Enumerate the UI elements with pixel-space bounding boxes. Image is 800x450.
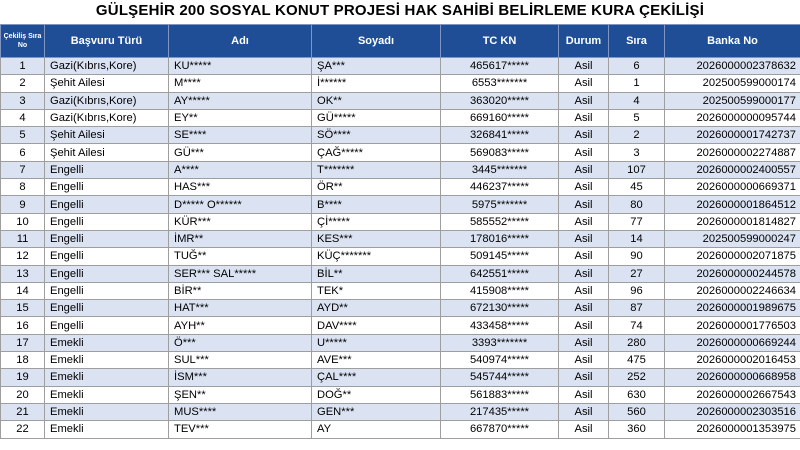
table-row bbox=[1, 352, 800, 369]
cell-durum: Asil bbox=[559, 352, 609, 369]
cell-tc-kn: 669160***** bbox=[441, 109, 559, 126]
cell-durum: Asil bbox=[559, 282, 609, 299]
cell-soyadi: BİL** bbox=[312, 265, 441, 282]
cell-durum: Asil bbox=[559, 386, 609, 403]
table-row bbox=[1, 421, 800, 438]
cell-cekilis-sira-no: 11 bbox=[1, 230, 45, 247]
table-row bbox=[1, 127, 800, 144]
cell-adi: TUĞ** bbox=[169, 248, 312, 265]
cell-sira: 96 bbox=[609, 282, 665, 299]
header-soyadi: Soyadı bbox=[312, 25, 441, 58]
table-row bbox=[1, 144, 800, 161]
table-row bbox=[1, 369, 800, 386]
cell-cekilis-sira-no: 1 bbox=[1, 58, 45, 75]
table-row bbox=[1, 248, 800, 265]
cell-durum: Asil bbox=[559, 75, 609, 92]
cell-cekilis-sira-no: 21 bbox=[1, 403, 45, 420]
cell-banka-no: 2026000001989675 bbox=[665, 300, 800, 317]
cell-basvuru-turu: Emekli bbox=[45, 334, 169, 351]
lottery-results-table bbox=[0, 24, 800, 439]
cell-soyadi: Çİ***** bbox=[312, 213, 441, 230]
cell-banka-no: 2026000000669244 bbox=[665, 334, 800, 351]
header-tc-kn: TC KN bbox=[441, 25, 559, 58]
table-row bbox=[1, 161, 800, 178]
cell-sira: 90 bbox=[609, 248, 665, 265]
cell-tc-kn: 642551***** bbox=[441, 265, 559, 282]
page-title: GÜLŞEHİR 200 SOSYAL KONUT PROJESİ HAK SAHİBİ BELİRLEME KURA ÇEKİLİŞİ bbox=[95, 2, 705, 19]
cell-soyadi: SÖ**** bbox=[312, 127, 441, 144]
table-header-row bbox=[1, 25, 800, 58]
cell-sira: 280 bbox=[609, 334, 665, 351]
cell-cekilis-sira-no: 10 bbox=[1, 213, 45, 230]
cell-tc-kn: 667870***** bbox=[441, 421, 559, 438]
cell-adi: HAS*** bbox=[169, 179, 312, 196]
cell-durum: Asil bbox=[559, 421, 609, 438]
cell-soyadi: TEK* bbox=[312, 282, 441, 299]
cell-cekilis-sira-no: 14 bbox=[1, 282, 45, 299]
cell-durum: Asil bbox=[559, 334, 609, 351]
table-row bbox=[1, 334, 800, 351]
cell-adi: A**** bbox=[169, 161, 312, 178]
cell-basvuru-turu: Engelli bbox=[45, 317, 169, 334]
cell-soyadi: ŞA*** bbox=[312, 58, 441, 75]
cell-basvuru-turu: Emekli bbox=[45, 421, 169, 438]
cell-sira: 4 bbox=[609, 92, 665, 109]
cell-soyadi: GEN*** bbox=[312, 403, 441, 420]
cell-durum: Asil bbox=[559, 144, 609, 161]
cell-sira: 2 bbox=[609, 127, 665, 144]
table-row bbox=[1, 282, 800, 299]
cell-durum: Asil bbox=[559, 213, 609, 230]
cell-tc-kn: 326841***** bbox=[441, 127, 559, 144]
cell-tc-kn: 433458***** bbox=[441, 317, 559, 334]
cell-banka-no: 2026000000244578 bbox=[665, 265, 800, 282]
cell-banka-no: 2026000002378632 bbox=[665, 58, 800, 75]
cell-sira: 6 bbox=[609, 58, 665, 75]
cell-cekilis-sira-no: 6 bbox=[1, 144, 45, 161]
cell-adi: BİR** bbox=[169, 282, 312, 299]
cell-cekilis-sira-no: 17 bbox=[1, 334, 45, 351]
cell-sira: 45 bbox=[609, 179, 665, 196]
cell-banka-no: 2026000002071875 bbox=[665, 248, 800, 265]
cell-banka-no: 2026000002274887 bbox=[665, 144, 800, 161]
cell-adi: EY** bbox=[169, 109, 312, 126]
cell-soyadi: DOĞ** bbox=[312, 386, 441, 403]
cell-soyadi: ÖR** bbox=[312, 179, 441, 196]
cell-soyadi: ÇAĞ***** bbox=[312, 144, 441, 161]
cell-cekilis-sira-no: 16 bbox=[1, 317, 45, 334]
cell-adi: KÜR*** bbox=[169, 213, 312, 230]
cell-sira: 360 bbox=[609, 421, 665, 438]
table-row bbox=[1, 92, 800, 109]
header-sira: Sıra bbox=[609, 25, 665, 58]
cell-cekilis-sira-no: 7 bbox=[1, 161, 45, 178]
table-row bbox=[1, 75, 800, 92]
cell-adi: ŞEN** bbox=[169, 386, 312, 403]
table-row bbox=[1, 213, 800, 230]
cell-tc-kn: 545744***** bbox=[441, 369, 559, 386]
cell-tc-kn: 561883***** bbox=[441, 386, 559, 403]
cell-adi: MUS**** bbox=[169, 403, 312, 420]
cell-soyadi: B**** bbox=[312, 196, 441, 213]
cell-adi: SUL*** bbox=[169, 352, 312, 369]
cell-adi: KU***** bbox=[169, 58, 312, 75]
cell-basvuru-turu: Engelli bbox=[45, 161, 169, 178]
cell-tc-kn: 415908***** bbox=[441, 282, 559, 299]
cell-sira: 74 bbox=[609, 317, 665, 334]
cell-cekilis-sira-no: 20 bbox=[1, 386, 45, 403]
cell-basvuru-turu: Engelli bbox=[45, 300, 169, 317]
cell-adi: Ö*** bbox=[169, 334, 312, 351]
cell-banka-no: 2026000001776503 bbox=[665, 317, 800, 334]
header-basvuru-turu: Başvuru Türü bbox=[45, 25, 169, 58]
cell-banka-no: 2026000001353975 bbox=[665, 421, 800, 438]
cell-tc-kn: 509145***** bbox=[441, 248, 559, 265]
cell-durum: Asil bbox=[559, 196, 609, 213]
table-row bbox=[1, 179, 800, 196]
table-row bbox=[1, 317, 800, 334]
cell-basvuru-turu: Engelli bbox=[45, 248, 169, 265]
cell-durum: Asil bbox=[559, 92, 609, 109]
cell-cekilis-sira-no: 15 bbox=[1, 300, 45, 317]
cell-banka-no: 2026000002667543 bbox=[665, 386, 800, 403]
cell-sira: 3 bbox=[609, 144, 665, 161]
cell-tc-kn: 3445******* bbox=[441, 161, 559, 178]
cell-soyadi: T******* bbox=[312, 161, 441, 178]
cell-tc-kn: 6553******* bbox=[441, 75, 559, 92]
cell-soyadi: U***** bbox=[312, 334, 441, 351]
cell-durum: Asil bbox=[559, 109, 609, 126]
cell-soyadi: İ****** bbox=[312, 75, 441, 92]
cell-adi: TEV*** bbox=[169, 421, 312, 438]
cell-tc-kn: 585552***** bbox=[441, 213, 559, 230]
cell-sira: 27 bbox=[609, 265, 665, 282]
cell-durum: Asil bbox=[559, 161, 609, 178]
cell-adi: D***** O****** bbox=[169, 196, 312, 213]
cell-basvuru-turu: Şehit Ailesi bbox=[45, 127, 169, 144]
cell-adi: İMR** bbox=[169, 230, 312, 247]
cell-sira: 560 bbox=[609, 403, 665, 420]
cell-durum: Asil bbox=[559, 179, 609, 196]
cell-tc-kn: 217435***** bbox=[441, 403, 559, 420]
cell-cekilis-sira-no: 13 bbox=[1, 265, 45, 282]
cell-basvuru-turu: Emekli bbox=[45, 352, 169, 369]
cell-tc-kn: 178016***** bbox=[441, 230, 559, 247]
cell-cekilis-sira-no: 5 bbox=[1, 127, 45, 144]
cell-tc-kn: 465617***** bbox=[441, 58, 559, 75]
table-body bbox=[1, 58, 800, 439]
cell-cekilis-sira-no: 19 bbox=[1, 369, 45, 386]
cell-soyadi: DAV**** bbox=[312, 317, 441, 334]
cell-adi: İSM*** bbox=[169, 369, 312, 386]
cell-tc-kn: 3393******* bbox=[441, 334, 559, 351]
cell-banka-no: 2026000001742737 bbox=[665, 127, 800, 144]
table-row bbox=[1, 403, 800, 420]
cell-adi: M**** bbox=[169, 75, 312, 92]
cell-tc-kn: 5975******* bbox=[441, 196, 559, 213]
cell-banka-no: 202500599000174 bbox=[665, 75, 800, 92]
cell-cekilis-sira-no: 18 bbox=[1, 352, 45, 369]
cell-sira: 252 bbox=[609, 369, 665, 386]
cell-adi: SE**** bbox=[169, 127, 312, 144]
header-adi: Adı bbox=[169, 25, 312, 58]
cell-adi: HAT*** bbox=[169, 300, 312, 317]
cell-basvuru-turu: Emekli bbox=[45, 369, 169, 386]
cell-sira: 87 bbox=[609, 300, 665, 317]
cell-cekilis-sira-no: 22 bbox=[1, 421, 45, 438]
header-banka-no: Banka No bbox=[665, 25, 800, 58]
cell-basvuru-turu: Şehit Ailesi bbox=[45, 75, 169, 92]
cell-banka-no: 2026000002246634 bbox=[665, 282, 800, 299]
cell-durum: Asil bbox=[559, 317, 609, 334]
cell-cekilis-sira-no: 12 bbox=[1, 248, 45, 265]
cell-basvuru-turu: Emekli bbox=[45, 403, 169, 420]
cell-basvuru-turu: Şehit Ailesi bbox=[45, 144, 169, 161]
cell-cekilis-sira-no: 8 bbox=[1, 179, 45, 196]
cell-sira: 5 bbox=[609, 109, 665, 126]
cell-durum: Asil bbox=[559, 248, 609, 265]
cell-banka-no: 2026000001814827 bbox=[665, 213, 800, 230]
cell-durum: Asil bbox=[559, 127, 609, 144]
cell-basvuru-turu: Engelli bbox=[45, 265, 169, 282]
cell-basvuru-turu: Gazi(Kıbrıs,Kore) bbox=[45, 109, 169, 126]
header-durum: Durum bbox=[559, 25, 609, 58]
cell-basvuru-turu: Engelli bbox=[45, 213, 169, 230]
cell-basvuru-turu: Engelli bbox=[45, 230, 169, 247]
cell-sira: 107 bbox=[609, 161, 665, 178]
cell-sira: 630 bbox=[609, 386, 665, 403]
cell-banka-no: 2026000000095744 bbox=[665, 109, 800, 126]
cell-adi: AYH** bbox=[169, 317, 312, 334]
cell-tc-kn: 569083***** bbox=[441, 144, 559, 161]
cell-sira: 475 bbox=[609, 352, 665, 369]
cell-durum: Asil bbox=[559, 265, 609, 282]
cell-adi: AY***** bbox=[169, 92, 312, 109]
table-row bbox=[1, 230, 800, 247]
cell-soyadi: AVE*** bbox=[312, 352, 441, 369]
cell-basvuru-turu: Emekli bbox=[45, 386, 169, 403]
cell-cekilis-sira-no: 3 bbox=[1, 92, 45, 109]
header-cekilis-sira-no: Çekiliş Sıra No bbox=[1, 25, 45, 58]
cell-sira: 14 bbox=[609, 230, 665, 247]
cell-tc-kn: 363020***** bbox=[441, 92, 559, 109]
cell-cekilis-sira-no: 2 bbox=[1, 75, 45, 92]
cell-tc-kn: 540974***** bbox=[441, 352, 559, 369]
cell-sira: 80 bbox=[609, 196, 665, 213]
cell-durum: Asil bbox=[559, 300, 609, 317]
cell-soyadi: KÜÇ******* bbox=[312, 248, 441, 265]
cell-cekilis-sira-no: 9 bbox=[1, 196, 45, 213]
cell-soyadi: KES*** bbox=[312, 230, 441, 247]
cell-soyadi: GÜ***** bbox=[312, 109, 441, 126]
table-row bbox=[1, 386, 800, 403]
cell-banka-no: 202500599000247 bbox=[665, 230, 800, 247]
table-row bbox=[1, 265, 800, 282]
cell-durum: Asil bbox=[559, 58, 609, 75]
table-row bbox=[1, 196, 800, 213]
cell-sira: 1 bbox=[609, 75, 665, 92]
cell-tc-kn: 446237***** bbox=[441, 179, 559, 196]
table-row bbox=[1, 300, 800, 317]
cell-soyadi: AYD** bbox=[312, 300, 441, 317]
cell-adi: GÜ*** bbox=[169, 144, 312, 161]
cell-banka-no: 2026000002400557 bbox=[665, 161, 800, 178]
cell-basvuru-turu: Gazi(Kıbrıs,Kore) bbox=[45, 92, 169, 109]
cell-basvuru-turu: Engelli bbox=[45, 179, 169, 196]
cell-durum: Asil bbox=[559, 403, 609, 420]
cell-durum: Asil bbox=[559, 230, 609, 247]
table-row bbox=[1, 58, 800, 75]
cell-banka-no: 2026000000668958 bbox=[665, 369, 800, 386]
cell-banka-no: 2026000000669371 bbox=[665, 179, 800, 196]
cell-basvuru-turu: Gazi(Kıbrıs,Kore) bbox=[45, 58, 169, 75]
cell-soyadi: ÇAL**** bbox=[312, 369, 441, 386]
cell-banka-no: 202500599000177 bbox=[665, 92, 800, 109]
cell-cekilis-sira-no: 4 bbox=[1, 109, 45, 126]
cell-tc-kn: 672130***** bbox=[441, 300, 559, 317]
cell-basvuru-turu: Engelli bbox=[45, 282, 169, 299]
cell-sira: 77 bbox=[609, 213, 665, 230]
cell-banka-no: 2026000001864512 bbox=[665, 196, 800, 213]
cell-soyadi: OK** bbox=[312, 92, 441, 109]
cell-banka-no: 2026000002016453 bbox=[665, 352, 800, 369]
cell-soyadi: AY bbox=[312, 421, 441, 438]
cell-basvuru-turu: Engelli bbox=[45, 196, 169, 213]
table-row bbox=[1, 109, 800, 126]
cell-banka-no: 2026000002303516 bbox=[665, 403, 800, 420]
cell-durum: Asil bbox=[559, 369, 609, 386]
cell-adi: SER*** SAL***** bbox=[169, 265, 312, 282]
